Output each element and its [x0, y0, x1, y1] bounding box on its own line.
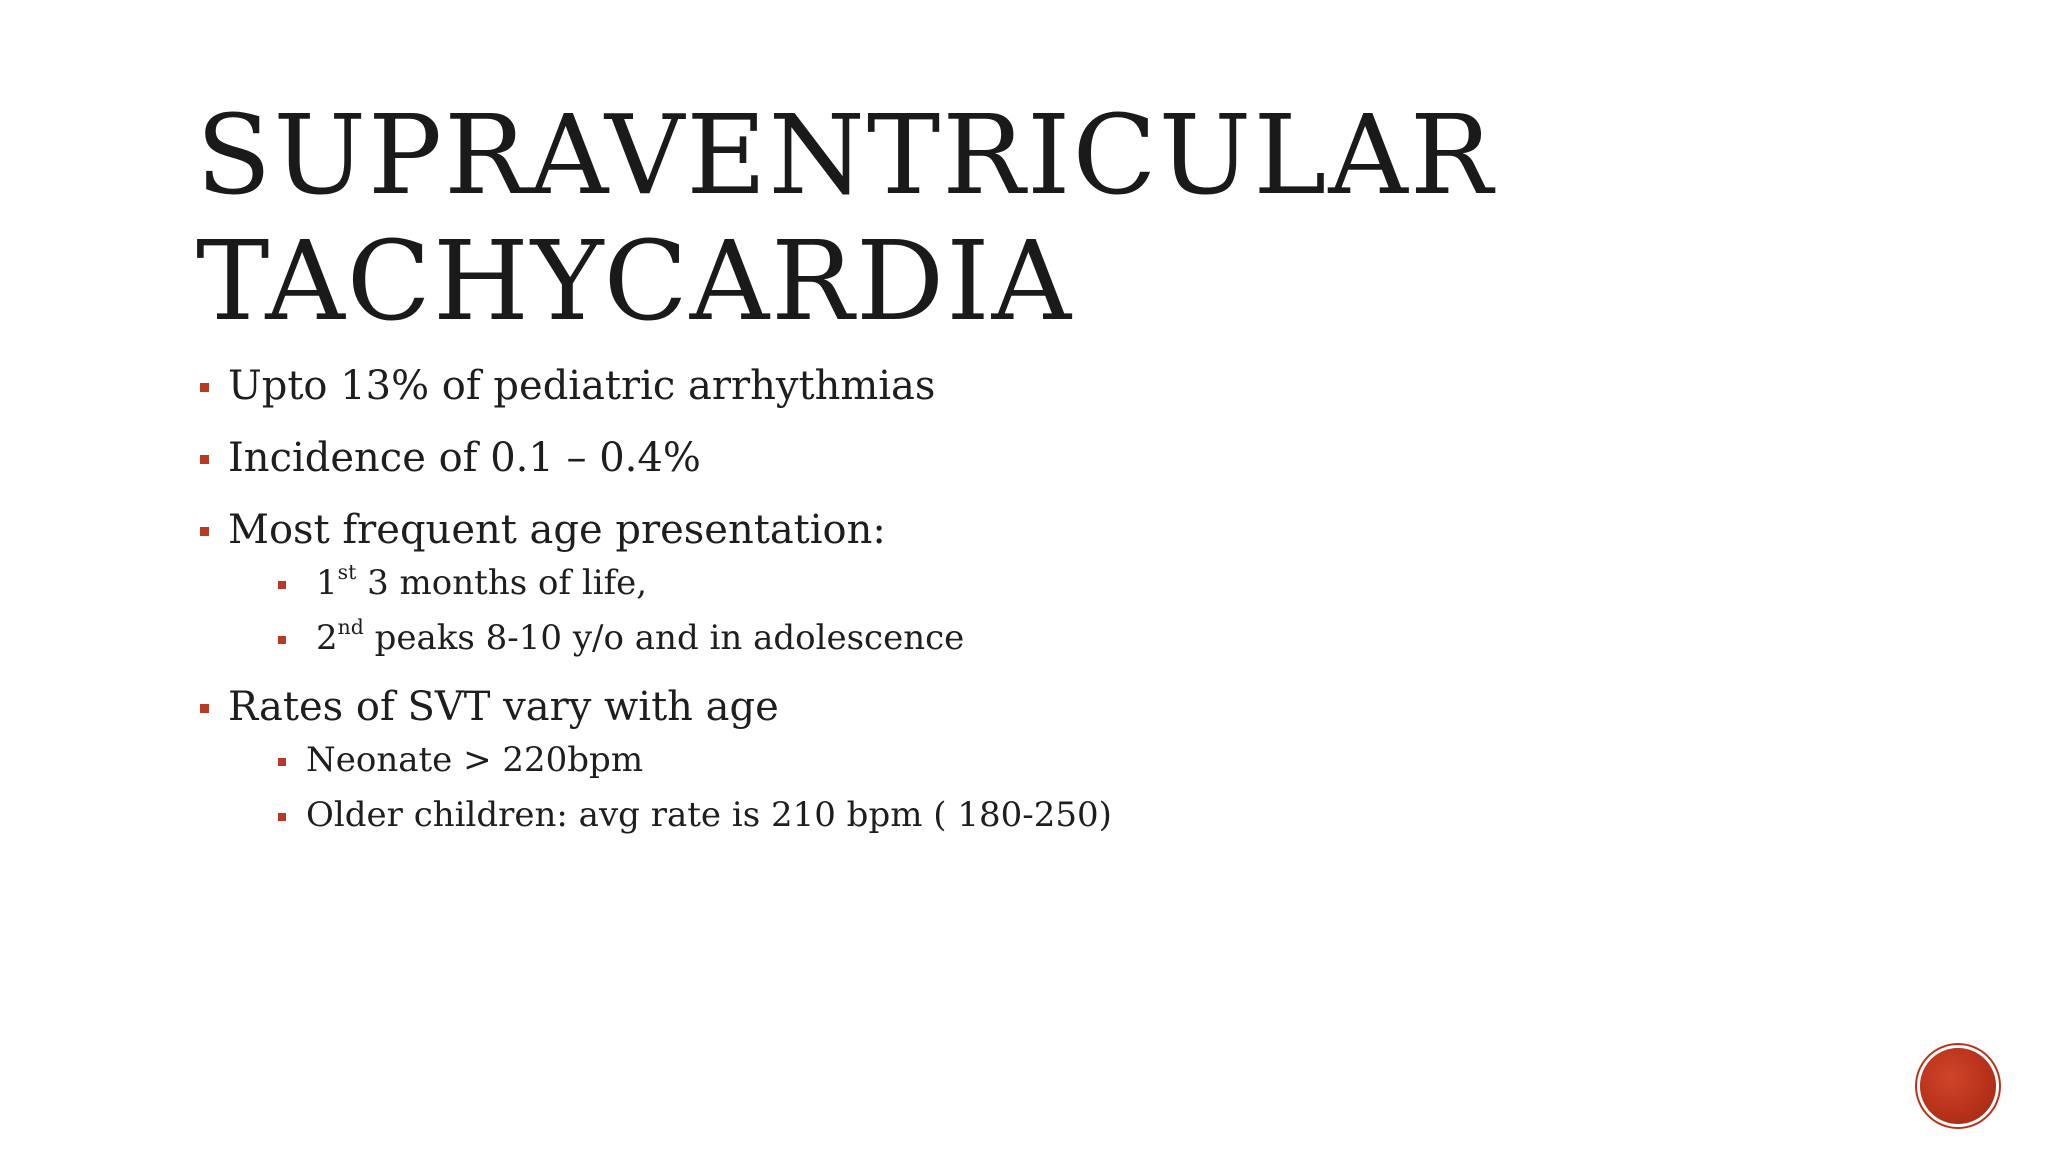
square-bullet-icon — [278, 758, 286, 766]
title-line-1: SUPRAVENTRICULAR — [196, 91, 1495, 219]
square-bullet-icon — [200, 704, 209, 713]
sub-bullet-list — [228, 737, 1896, 838]
square-bullet-icon — [278, 581, 286, 589]
sub-bullet-text: Neonate > 220bpm — [306, 740, 644, 780]
bullet-item — [196, 504, 1896, 661]
sub-bullet-item — [228, 560, 1896, 606]
slide-title — [196, 92, 1495, 344]
bullet-text: Upto 13% of pediatric arrhythmias — [228, 363, 936, 409]
square-bullet-icon — [200, 383, 209, 392]
ordinal-suffix: st — [337, 559, 357, 584]
square-bullet-icon — [200, 455, 209, 464]
ordinal-suffix: nd — [337, 614, 364, 639]
square-bullet-icon — [278, 813, 286, 821]
sub-bullet-list — [228, 560, 1896, 661]
title-line-2: TACHYCARDIA — [196, 217, 1074, 345]
bullet-item — [196, 681, 1896, 838]
sub-bullet-item — [228, 615, 1896, 661]
sub-bullet-text: Older children: avg rate is 210 bpm ( 180-250) — [306, 795, 1112, 835]
sub-bullet-text: 3 months of life, — [356, 563, 648, 603]
bullet-text: Most frequent age presentation: — [228, 507, 886, 553]
sub-bullet-item — [228, 737, 1896, 783]
bullet-text: Rates of SVT vary with age — [228, 684, 779, 730]
bullet-text: Incidence of 0.1 – 0.4% — [228, 435, 701, 481]
bullet-list — [196, 360, 1896, 838]
ordinal-number: 1 — [316, 563, 338, 603]
bullet-item — [196, 432, 1896, 484]
slide-content — [196, 360, 1896, 838]
square-bullet-icon — [278, 636, 286, 644]
bullet-item — [196, 360, 1896, 412]
ordinal-number: 2 — [316, 618, 338, 658]
slide-nav-circle-icon[interactable] — [1920, 1048, 1996, 1124]
sub-bullet-item — [228, 792, 1896, 838]
square-bullet-icon — [200, 527, 209, 536]
sub-bullet-text: peaks 8-10 y/o and in adolescence — [363, 618, 965, 658]
